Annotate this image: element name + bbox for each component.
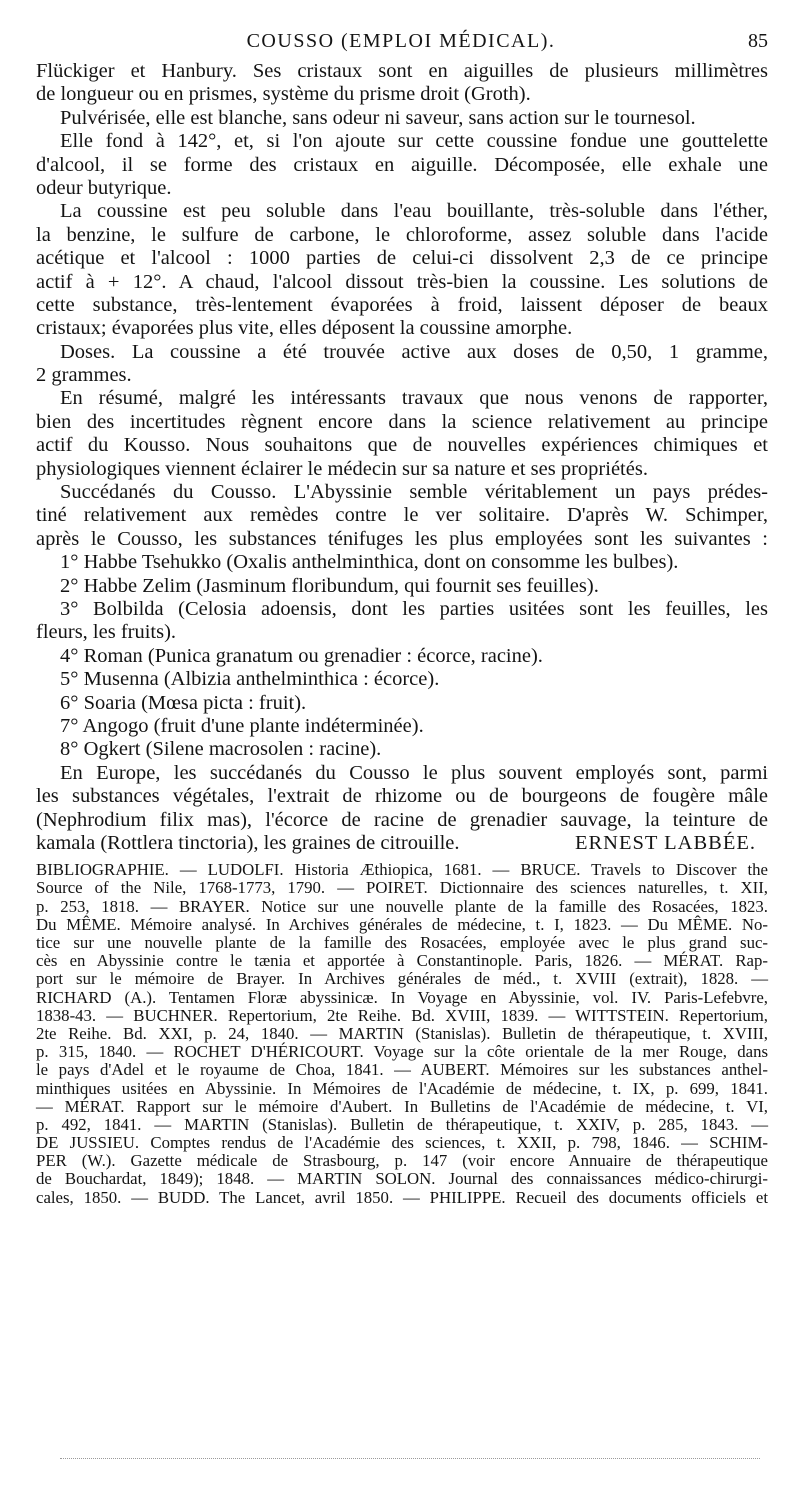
body-line: odeur butyrique. bbox=[36, 176, 172, 199]
body-line: Succédanés du Cousso. L'Abyssinie semble véritablement un pays prédes- bbox=[60, 481, 768, 504]
bibliography-line: — MÉRAT. Rapport sur le mémoire d'Aubert. In Bulletins de l'Académie de médecine, t. VI, bbox=[36, 1096, 768, 1116]
body-line: les substances végétales, l'extrait de rhizome ou de bourgeons de fougère mâle bbox=[36, 785, 768, 808]
body-line: (Nephrodium filix mas), l'écorce de racine de grenadier sauvage, la teinture de bbox=[36, 808, 768, 831]
body-line: 2 grammes. bbox=[36, 364, 132, 387]
bibliography-line: BIBLIOGRAPHIE. — LUDOLFI. Historia Æthiopica, 1681. — BRUCE. Travels to Discover the bbox=[36, 860, 768, 880]
bibliography-line: 1838-43. — BUCHNER. Repertorium, 2te Reihe. Bd. XVIII, 1839. — WITTSTEIN. Repertorium, bbox=[36, 1005, 768, 1025]
body-line: Elle fond à 142°, et, si l'on ajoute sur cette coussine fondue une gouttelette bbox=[60, 130, 768, 153]
body-line: cristaux; évaporées plus vite, elles déposent la coussine amorphe. bbox=[36, 317, 573, 340]
body-text bbox=[36, 60, 768, 855]
list-item: 3° Bolbilda (Celosia adoensis, dont les parties usitées sont les feuilles, les bbox=[60, 597, 768, 620]
list-item-continuation: fleurs, les fruits). bbox=[36, 621, 177, 644]
body-line: après le Cousso, les substances ténifuges les plus employées sont les suivantes : bbox=[36, 527, 768, 550]
body-line: Pulvérisée, elle est blanche, sans odeur ni saveur, sans action sur le tournesol. bbox=[60, 106, 696, 129]
bibliography-line: minthiques usitées en Abyssinie. In Mémoires de l'Académie de médecine, t. IX, p. 699, 1841. bbox=[36, 1078, 768, 1098]
bibliography-line: p. 253, 1818. — BRAYER. Notice sur une nouvelle plante de la famille des Rosacées, 1823. bbox=[36, 896, 768, 916]
author-signature: ERNEST LABBÉE. bbox=[574, 831, 756, 854]
bleed-through-rule bbox=[60, 1458, 760, 1459]
running-header bbox=[34, 30, 768, 54]
page-text bbox=[36, 60, 768, 1207]
bibliography-line: PER (W.). Gazette médicale de Strasbourg, p. 147 (voir encore Annuaire de thérapeutique bbox=[36, 1151, 768, 1171]
body-line: bien des incertitudes règnent encore dans la science relativement au principe bbox=[36, 410, 768, 433]
bibliography-line: cales, 1850. — BUDD. The Lancet, avril 1850. — PHILIPPE. Recueil des documents officiels et bbox=[36, 1187, 768, 1207]
bibliography-line: tice sur une nouvelle plante de la famille des Rosacées, employée avec le plus grand suc- bbox=[36, 933, 768, 953]
list-item: 4° Roman (Punica granatum ou grenadier : écorce, racine). bbox=[60, 644, 543, 667]
list-item: 2° Habbe Zelim (Jasminum floribundum, qui fournit ses feuilles). bbox=[60, 574, 599, 597]
body-line: actif du Kousso. Nous souhaitons que de nouvelles expériences chimiques et bbox=[36, 434, 768, 457]
body-line: cette substance, très-lentement évaporées à froid, laissent déposer de beaux bbox=[36, 293, 768, 316]
bibliography bbox=[36, 861, 768, 1207]
bibliography-line: port sur le mémoire de Brayer. In Archives générales de méd., t. XVIII (extrait), 1828. — bbox=[36, 969, 768, 989]
bibliography-line: Du MÊME. Mémoire analysé. In Archives générales de médecine, t. I, 1823. — Du MÊME. No- bbox=[36, 914, 768, 934]
body-line: la benzine, le sulfure de carbone, le chloroforme, assez soluble dans l'acide bbox=[36, 223, 768, 246]
list-item: 6° Soaria (Mœsa picta : fruit). bbox=[60, 691, 307, 714]
bibliography-line: le pays d'Adel et le royaume de Choa, 1841. — AUBERT. Mémoires sur les substances anthel- bbox=[36, 1060, 768, 1080]
bibliography-line: de Bouchardat, 1849); 1848. — MARTIN SOLON. Journal des connaissances médico-chirurgi- bbox=[36, 1169, 768, 1189]
list-item: 8° Ogkert (Silene macrosolen : racine). bbox=[60, 738, 382, 761]
list-item: 7° Angogo (fruit d'une plante indéterminée). bbox=[60, 714, 424, 737]
page-number: 85 bbox=[748, 30, 768, 52]
list-item: 1° Habbe Tsehukko (Oxalis anthelminthica, dont on consomme les bulbes). bbox=[60, 551, 679, 574]
bibliography-line: Source of the Nile, 1768-1773, 1790. — POIRET. Dictionnaire des sciences naturelles, t. XII, bbox=[36, 878, 768, 898]
body-line: En résumé, malgré les intéressants travaux que nous venons de rapporter, bbox=[60, 387, 768, 410]
body-line: physiologiques viennent éclairer le médecin sur sa nature et ses propriétés. bbox=[36, 457, 648, 480]
bibliography-line: RICHARD (A.). Tentamen Floræ abyssinicæ. In Voyage en Abyssinie, vol. IV. Paris-Lefebvre, bbox=[36, 987, 768, 1007]
bibliography-line: cès en Abyssinie contre le tænia et apportée à Constantinople. Paris, 1826. — MÉRAT. Rap- bbox=[36, 951, 768, 971]
body-line: Flückiger et Hanbury. Ses cristaux sont en aiguilles de plusieurs millimètres bbox=[36, 60, 768, 82]
body-line: La coussine est peu soluble dans l'eau bouillante, très-soluble dans l'éther, bbox=[60, 200, 768, 223]
bibliography-line: 2te Reihe. Bd. XXI, p. 24, 1840. — MARTIN (Stanislas). Bulletin de thérapeutique, t. XVIII, bbox=[36, 1023, 768, 1043]
body-line: d'alcool, il se forme des cristaux en aiguille. Décomposée, elle exhale une bbox=[36, 153, 768, 176]
body-line: actif à + 12°. A chaud, l'alcool dissout très-bien la coussine. Les solutions de bbox=[36, 270, 768, 293]
body-line-with-signature bbox=[36, 832, 768, 855]
body-line: En Europe, les succédanés du Cousso le plus souvent employés sont, parmi bbox=[60, 761, 768, 784]
running-title: COUSSO (EMPLOI MÉDICAL). bbox=[246, 30, 556, 52]
body-line-text: kamala (Rottlera tinctoria), les graines de citrouille. bbox=[36, 831, 460, 854]
list-item: 5° Musenna (Albizia anthelminthica : écorce). bbox=[60, 668, 440, 691]
body-line: Doses. La coussine a été trouvée active aux doses de 0,50, 1 gramme, bbox=[60, 340, 768, 363]
bibliography-line: DE JUSSIEU. Comptes rendus de l'Académie des sciences, t. XXII, p. 798, 1846. — SCHIM- bbox=[36, 1133, 768, 1153]
body-line: de longueur ou en prismes, système du prisme droit (Groth). bbox=[36, 83, 531, 106]
body-line: tiné relativement aux remèdes contre le ver solitaire. D'après W. Schimper, bbox=[36, 504, 768, 527]
body-line: acétique et l'alcool : 1000 parties de celui-ci dissolvent 2,3 de ce principe bbox=[36, 247, 768, 270]
bibliography-line: p. 315, 1840. — ROCHET D'HÉRICOURT. Voyage sur la côte orientale de la mer Rouge, dans bbox=[36, 1042, 768, 1062]
bibliography-line: p. 492, 1841. — MARTIN (Stanislas). Bulletin de thérapeutique, t. XXIV, p. 285, 1843. — bbox=[36, 1114, 768, 1134]
